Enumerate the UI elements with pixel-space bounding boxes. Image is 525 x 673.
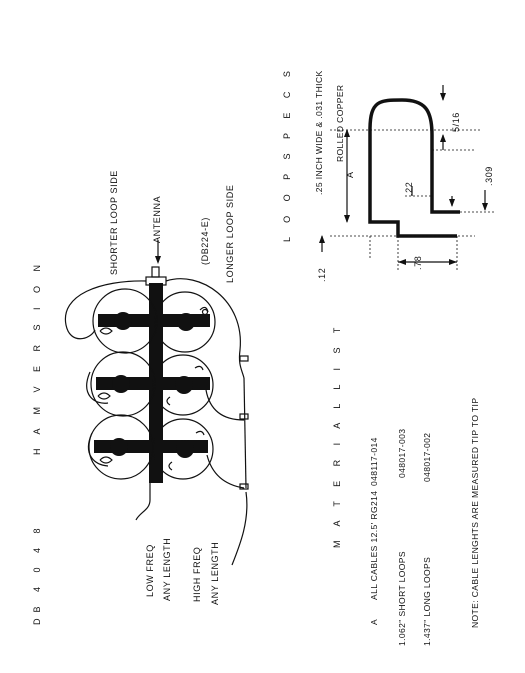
material-item-1-description: ALL CABLES 12.5' RG214 bbox=[369, 490, 379, 600]
material-item-3-description: 1.437" LONG LOOPS bbox=[422, 556, 432, 646]
longer-loop-side-label: LONGER LOOP SIDE bbox=[225, 184, 235, 283]
antenna-label: ANTENNA bbox=[152, 195, 162, 243]
cable-length-note: NOTE: CABLE LENGHTS ARE MEASURED TIP TO TIP bbox=[470, 397, 480, 628]
rotated-labels bbox=[32, 65, 480, 646]
loop-specs-heading: L O O P S P E C S bbox=[282, 65, 292, 242]
material-item-3-part: 048017-002 bbox=[422, 432, 432, 482]
antenna-part-number: (DB224-E) bbox=[200, 217, 210, 265]
high-freq-label: HIGH FREQ bbox=[192, 546, 202, 602]
material-list-heading: M A T E R I A L L I S T bbox=[332, 321, 342, 548]
dimension-a: A bbox=[345, 171, 355, 178]
material-item-2-description: 1.062" SHORT LOOPS bbox=[397, 551, 407, 646]
shorter-loop-side-label: SHORTER LOOP SIDE bbox=[109, 170, 119, 275]
material-item-1-key: A bbox=[369, 618, 379, 625]
material-item-1-part: 048117-014 bbox=[369, 437, 379, 486]
model-number: DB 4 0 4 8 bbox=[32, 522, 42, 625]
high-freq-length-label: ANY LENGTH bbox=[210, 541, 220, 605]
dimension-22: .22 bbox=[404, 181, 414, 196]
low-freq-label: LOW FREQ bbox=[145, 544, 155, 597]
dimension-12: .12 bbox=[317, 267, 327, 282]
dimension-5-16: 5/16 bbox=[451, 112, 461, 132]
dimension-78: .78 bbox=[413, 255, 423, 270]
dimension-309: .309 bbox=[484, 166, 494, 186]
page-title: H A M V E R S I O N bbox=[32, 258, 42, 455]
antenna-array bbox=[65, 240, 248, 565]
loop-material-line-2: ROLLED COPPER bbox=[335, 84, 345, 162]
low-freq-length-label: ANY LENGTH bbox=[162, 537, 172, 601]
material-item-2-part: 048017-003 bbox=[397, 428, 407, 478]
loop-material-line-1: .25 INCH WIDE & .031 THICK bbox=[314, 70, 324, 195]
